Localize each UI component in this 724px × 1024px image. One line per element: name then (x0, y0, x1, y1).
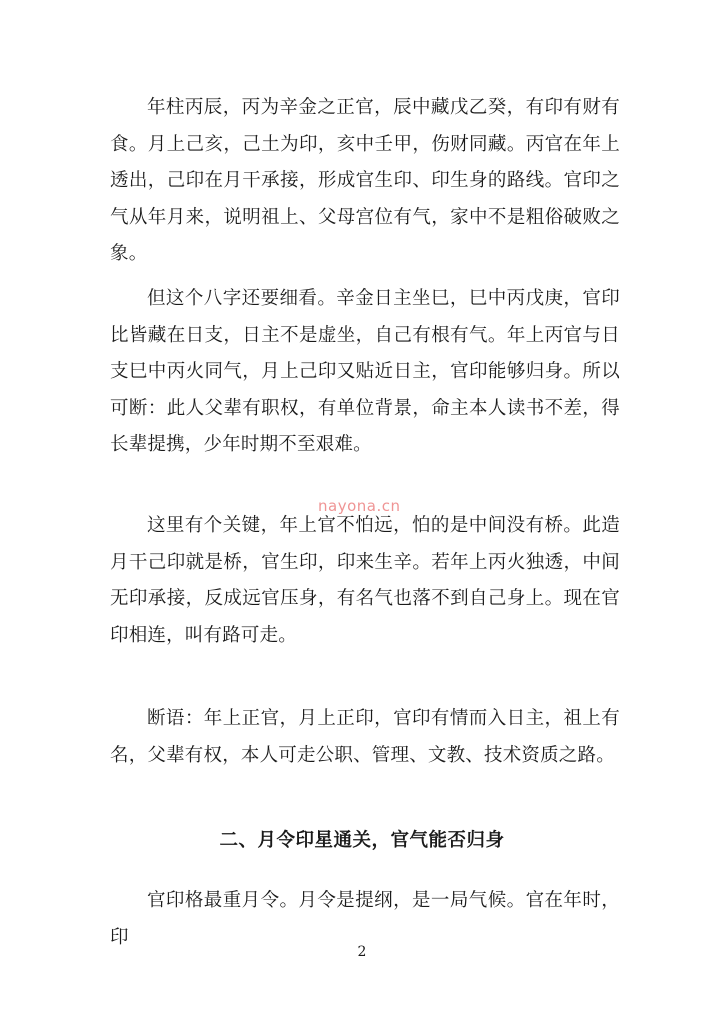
paragraph: 断语：年上正官，月上正印，官印有情而入日主，祖上有名，父辈有权，本人可走公职、管理、文教、技术资质之路。 (110, 708, 620, 766)
page-number: 2 (357, 944, 367, 960)
paragraph: 这里有个关键，年上官不怕远，怕的是中间没有桥。此造月干己印就是桥，官生印，印来生辛。若年上丙火独透，中间无印承接，反成远官压身，有名气也落不到自己身上。现在官印相连，叫有路可走。 (110, 515, 620, 646)
paragraph: 但这个八字还要细看。辛金日主坐巳，巳中丙戊庚，官印比皆藏在日支，日主不是虚坐，自己有根有气。年上丙官与日支巳中丙火同气，月上己印又贴近日主，官印能够归身。所以可断：此人父辈有职权，有单位背景，命主本人读书不差，得长辈提携，少年时期不至艰难。 (110, 288, 620, 455)
paragraph: 官印格最重月令。月令是提纲，是一局气候。官在年时，印 (110, 890, 620, 948)
watermark: nayona.cn (318, 497, 401, 515)
section-heading: 二、月令印星通关，官气能否归身 (219, 830, 505, 851)
paragraph: 年柱丙辰，丙为辛金之正官，辰中藏戊乙癸，有印有财有食。月上己亥，己土为印，亥中壬甲，伤财同藏。丙官在年上透出，己印在月干承接，形成官生印、印生身的路线。官印之气从年月来，说明祖上、父母宫位有气，家中不是粗俗破败之象。 (110, 97, 620, 264)
